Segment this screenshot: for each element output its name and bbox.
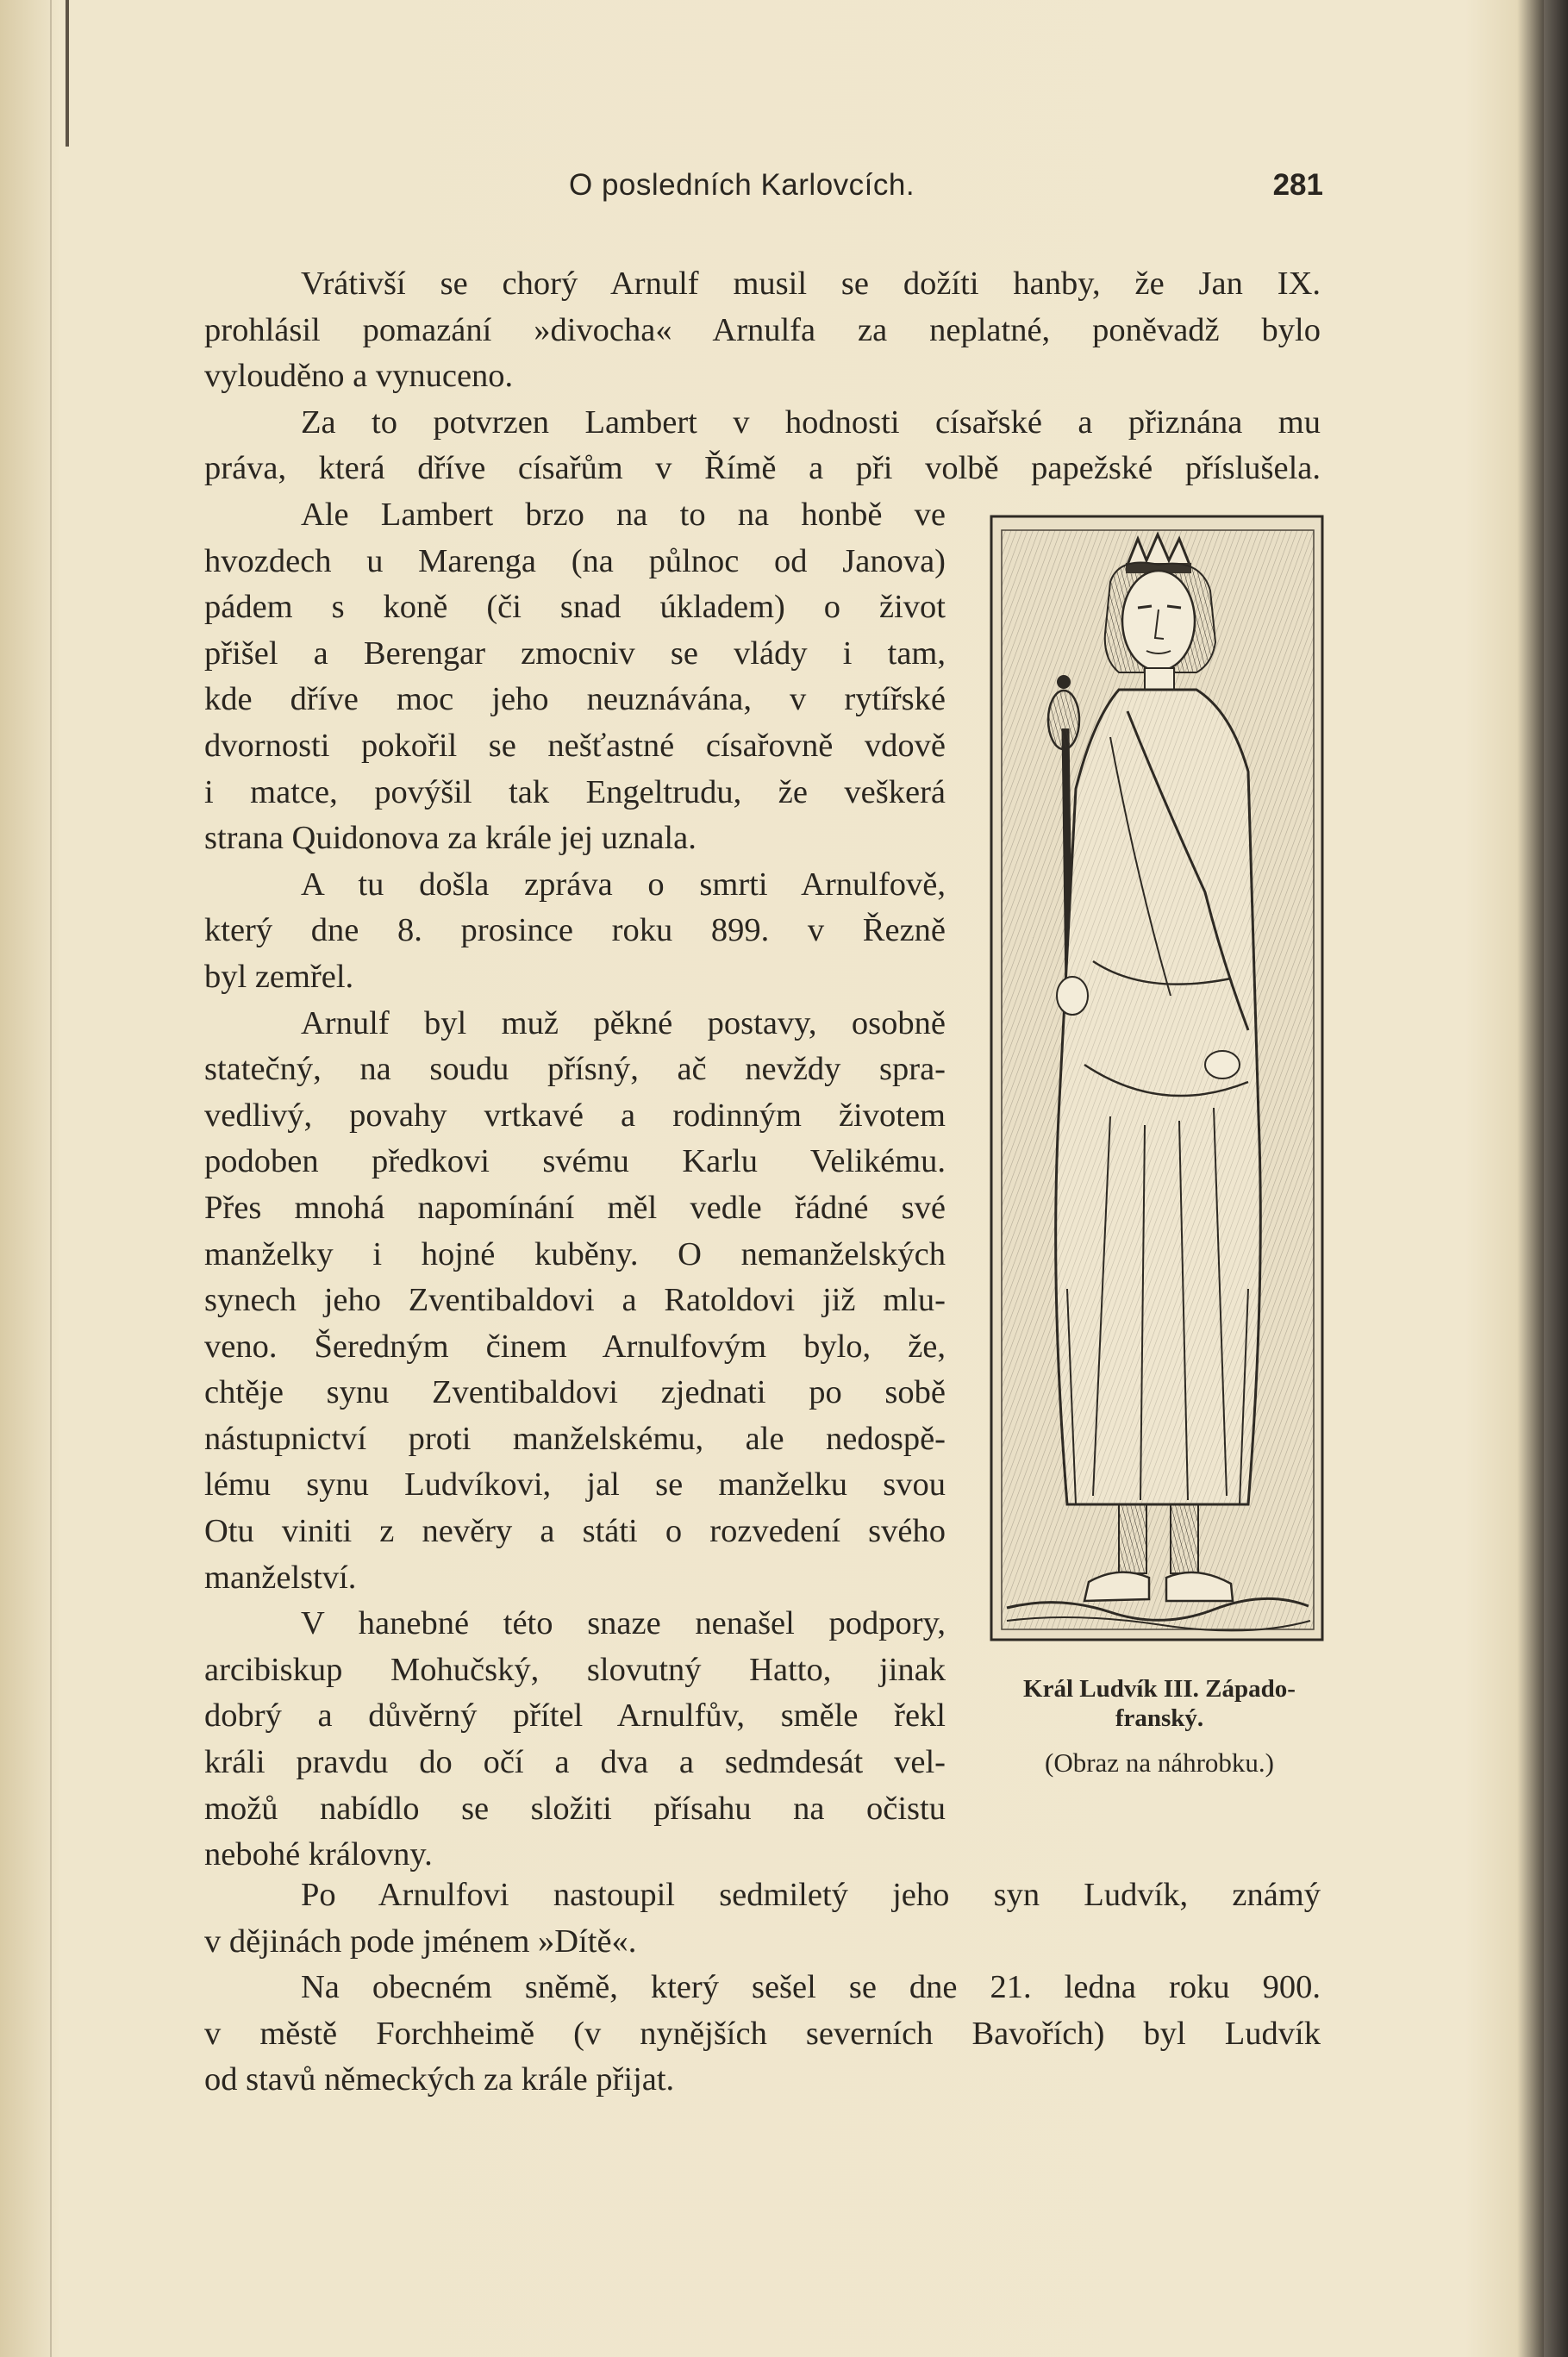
text-line: v městě Forchheimě (v nynějších severních Bavořích) byl Ludvík — [204, 2015, 1321, 2052]
king-effigy-icon — [990, 513, 1326, 1647]
paragraph — [204, 400, 1321, 492]
text-line: lému synu Ludvíkovi, jal se manželku svou — [204, 1466, 946, 1504]
page-number: 281 — [1272, 168, 1323, 202]
text-line: veno. Šeredným činem Arnulfovým bylo, že, — [204, 1328, 946, 1365]
text-line: Za to potvrzen Lambert v hodnosti císařské a přiznána mu — [301, 403, 1321, 441]
text-line: Arnulf byl muž pěkné postavy, osobně — [301, 1004, 946, 1041]
text-line: dobrý a důvěrný přítel Arnulfův, směle řekl — [204, 1697, 946, 1735]
paragraph — [204, 1965, 1321, 2104]
text-top — [204, 261, 1321, 492]
text-line: i matce, povýšil tak Engeltrudu, že veškerá — [204, 773, 946, 810]
caption-title-line2: franský. — [1115, 1704, 1204, 1732]
text-line: přišel a Berengar zmocniv se vlády i tam, — [204, 635, 946, 672]
running-title: O posledních Karlovcích. — [569, 168, 915, 202]
binding-line — [66, 0, 69, 147]
text-line: kde dříve moc jeho neuznávána, v rytířské — [204, 681, 946, 718]
text-line: nebohé královny. — [204, 1836, 433, 1873]
text-line: Po Arnulfovi nastoupil sedmiletý jeho syn Ludvík, známý — [301, 1877, 1321, 1913]
text-line: Přes mnohá napomínání měl vedle řádné své — [204, 1189, 946, 1226]
page-edge — [1544, 0, 1568, 2357]
text-line: manželky i hojné kuběny. O nemanželských — [204, 1235, 946, 1272]
figure-caption — [965, 1674, 1353, 1778]
text-line: v dějinách pode jménem »Dítě«. — [204, 1922, 637, 1960]
text-line: hvozdech u Marenga (na půlnoc od Janova) — [204, 542, 946, 579]
caption-subtitle: (Obraz na náhrobku.) — [1045, 1747, 1274, 1778]
paragraph — [204, 1601, 946, 1879]
text-line: vedlivý, povahy vrtkavé a rodinným životem — [204, 1097, 946, 1134]
paragraph — [204, 1872, 1321, 1965]
gutter-shadow — [50, 0, 52, 2357]
text-line: synech jeho Zventibaldovi a Ratoldovi již mlu- — [204, 1282, 946, 1319]
text-line: možů nabídlo se složiti přísahu na očistu — [204, 1790, 946, 1827]
text-line: statečný, na soudu přísný, ač nevždy spra- — [204, 1051, 946, 1088]
text-line: chtěje synu Zventibaldovi zjednati po sobě — [204, 1374, 946, 1411]
text-line: Ale Lambert brzo na to na honbě ve — [301, 497, 946, 533]
text-line: vylouděno a vynuceno. — [204, 358, 514, 395]
text-line: V hanebné této snaze nenašel podpory, — [301, 1605, 946, 1642]
paragraph — [204, 862, 946, 1001]
text-line: Otu viniti z nevěry a státi o rozvedení svého — [204, 1513, 946, 1550]
text-line: podoben předkovi svému Karlu Velikému. — [204, 1143, 946, 1180]
text-line: byl zemřel. — [204, 958, 354, 995]
text-line: pádem s koně (či snad úkladem) o život — [204, 589, 946, 626]
running-header — [569, 168, 1323, 211]
king-effigy-illustration — [990, 513, 1326, 1647]
paragraph — [204, 261, 1321, 400]
text-line: dvornosti pokořil se nešťastné císařovně vdově — [204, 727, 946, 764]
caption-title-line1: Král Ludvík III. Západo- — [1023, 1675, 1296, 1703]
text-line: od stavů německých za krále přijat. — [204, 2061, 675, 2098]
text-left-column — [204, 492, 946, 1879]
text-line: Vrátivší se chorý Arnulf musil se dožíti hanby, že Jan IX. — [301, 266, 1321, 302]
text-line: manželství. — [204, 1559, 357, 1596]
text-line: králi pravdu do očí a dva a sedmdesát vel- — [204, 1744, 946, 1781]
paragraph — [204, 492, 946, 862]
text-line: strana Quidonova za krále jej uznala. — [204, 820, 697, 857]
text-bottom — [204, 1872, 1321, 2104]
text-line: který dne 8. prosince roku 899. v Řezně — [204, 912, 946, 949]
text-line: prohlásil pomazání »divocha« Arnulfa za neplatné, poněvadž bylo — [204, 311, 1321, 348]
text-line: práva, která dříve císařům v Římě a při volbě papežské příslušela. — [204, 450, 1321, 487]
text-line: arcibiskup Mohučský, slovutný Hatto, jinak — [204, 1651, 946, 1688]
text-line: A tu došla zpráva o smrti Arnulfově, — [301, 866, 946, 903]
text-line: Na obecném sněmě, který sešel se dne 21. ledna roku 900. — [301, 1969, 1321, 2006]
paragraph — [204, 1001, 946, 1602]
text-line: nástupnictví proti manželskému, ale nedospě- — [204, 1420, 946, 1457]
